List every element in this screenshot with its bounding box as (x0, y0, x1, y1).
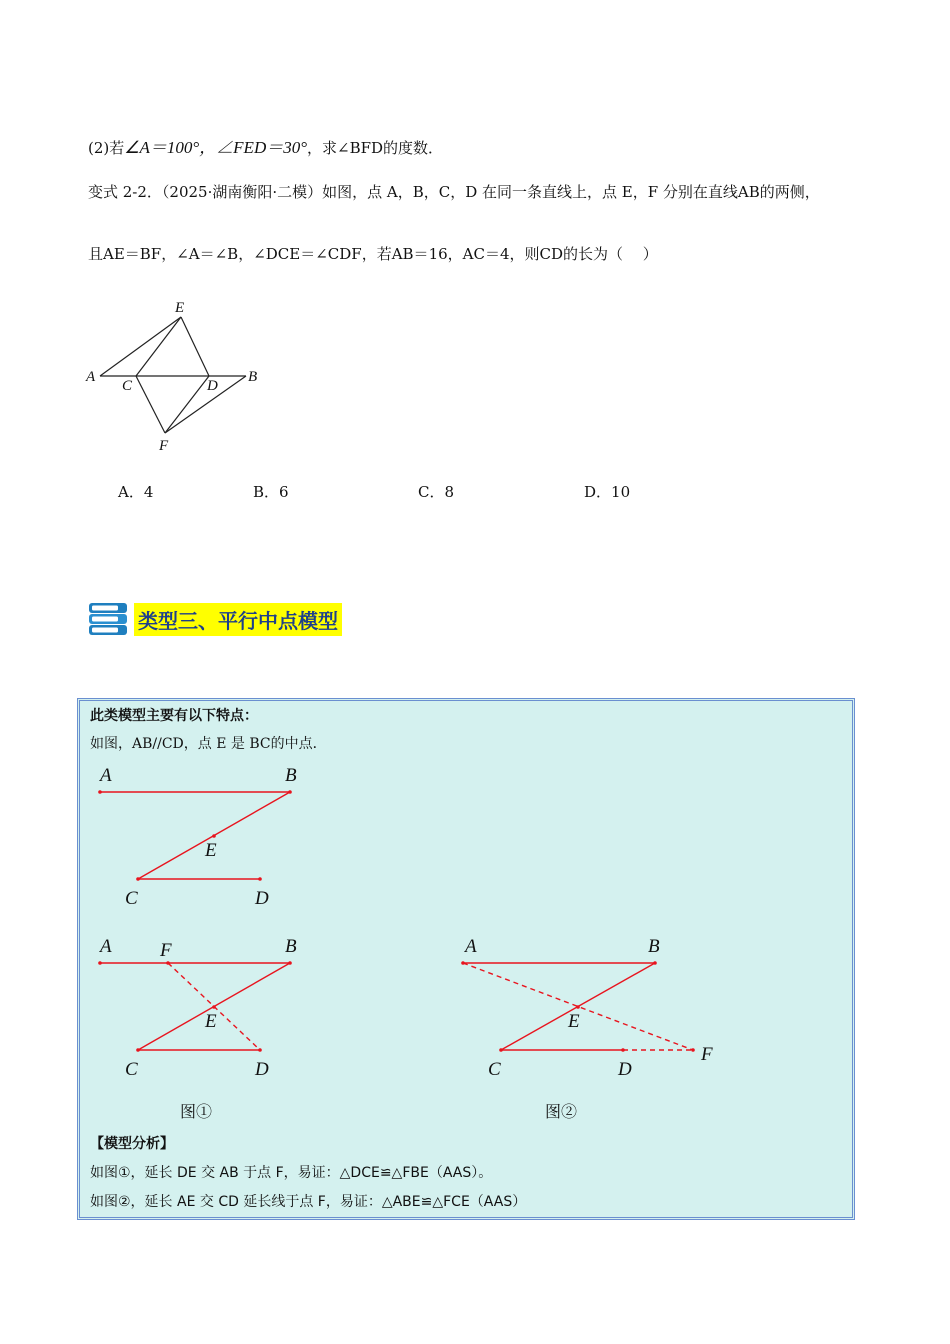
m2-label-A: A (100, 936, 112, 957)
fig-label-A: A (86, 369, 96, 385)
m1-label-E: E (205, 840, 217, 861)
analysis-line-2: 如图②，延长 AE 交 CD 延长线于点 F，易证：△ABE≌△FCE（AAS） (90, 1194, 527, 1210)
m3-label-A: A (465, 936, 477, 957)
fig-label-F: F (159, 438, 169, 454)
fig-label-E: E (175, 300, 185, 316)
model-figure-2 (450, 932, 750, 1087)
m2-label-E: E (205, 1011, 217, 1032)
variant-line-2: 且AE＝BF，∠A＝∠B，∠DCE＝∠CDF，若AB＝16，AC＝4，则CD的长为（ ） (88, 245, 658, 263)
m2-label-C: C (125, 1059, 138, 1080)
model-heading: 此类模型主要有以下特点： (90, 708, 258, 724)
caption-figure-1: 图① (180, 1102, 213, 1121)
fig-label-D: D (207, 378, 218, 394)
question-2: (2)若∠A＝100°，∠FED＝30°，求∠BFD的度数． (88, 138, 444, 157)
variant-line-1: 变式 2-2．（2025·湖南衡阳·二模）如图，点 A，B，C，D 在同一条直线上，点 E，F 分别在直线AB的两侧， (88, 183, 820, 201)
analysis-heading: 【模型分析】 (90, 1136, 174, 1152)
m1-label-A: A (100, 765, 112, 786)
caption-figure-2: 图② (545, 1102, 578, 1121)
m3-label-E: E (568, 1011, 580, 1032)
m1-label-D: D (255, 888, 269, 909)
m1-label-B: B (285, 765, 297, 786)
choice-c: C．8 (418, 483, 455, 501)
model-figure-basic (80, 761, 340, 916)
m3-label-F: F (701, 1044, 713, 1065)
m2-label-F: F (160, 940, 172, 961)
analysis-line-1: 如图①，延长 DE 交 AB 于点 F，易证：△DCE≌△FBE（AAS）。 (90, 1165, 493, 1181)
m3-label-B: B (648, 936, 660, 957)
fig-label-C: C (122, 378, 133, 394)
variant-figure (80, 295, 280, 460)
books-icon (86, 599, 130, 639)
m2-label-B: B (285, 936, 297, 957)
fig-label-B: B (248, 369, 258, 385)
model-box (77, 698, 855, 1220)
q2-condition: ∠A＝100°，∠FED＝30° (124, 138, 308, 157)
section-title (86, 599, 342, 639)
m3-label-C: C (488, 1059, 501, 1080)
section-title-text: 类型三、平行中点模型 (134, 603, 342, 636)
choice-b: B．6 (253, 483, 289, 501)
choice-a: A．4 (118, 483, 154, 501)
m2-label-D: D (255, 1059, 269, 1080)
m1-label-C: C (125, 888, 138, 909)
model-intro: 如图，AB//CD，点 E 是 BC的中点． (90, 736, 327, 752)
m3-label-D: D (618, 1059, 632, 1080)
choice-d: D．10 (584, 483, 631, 501)
model-figure-1 (80, 932, 340, 1087)
